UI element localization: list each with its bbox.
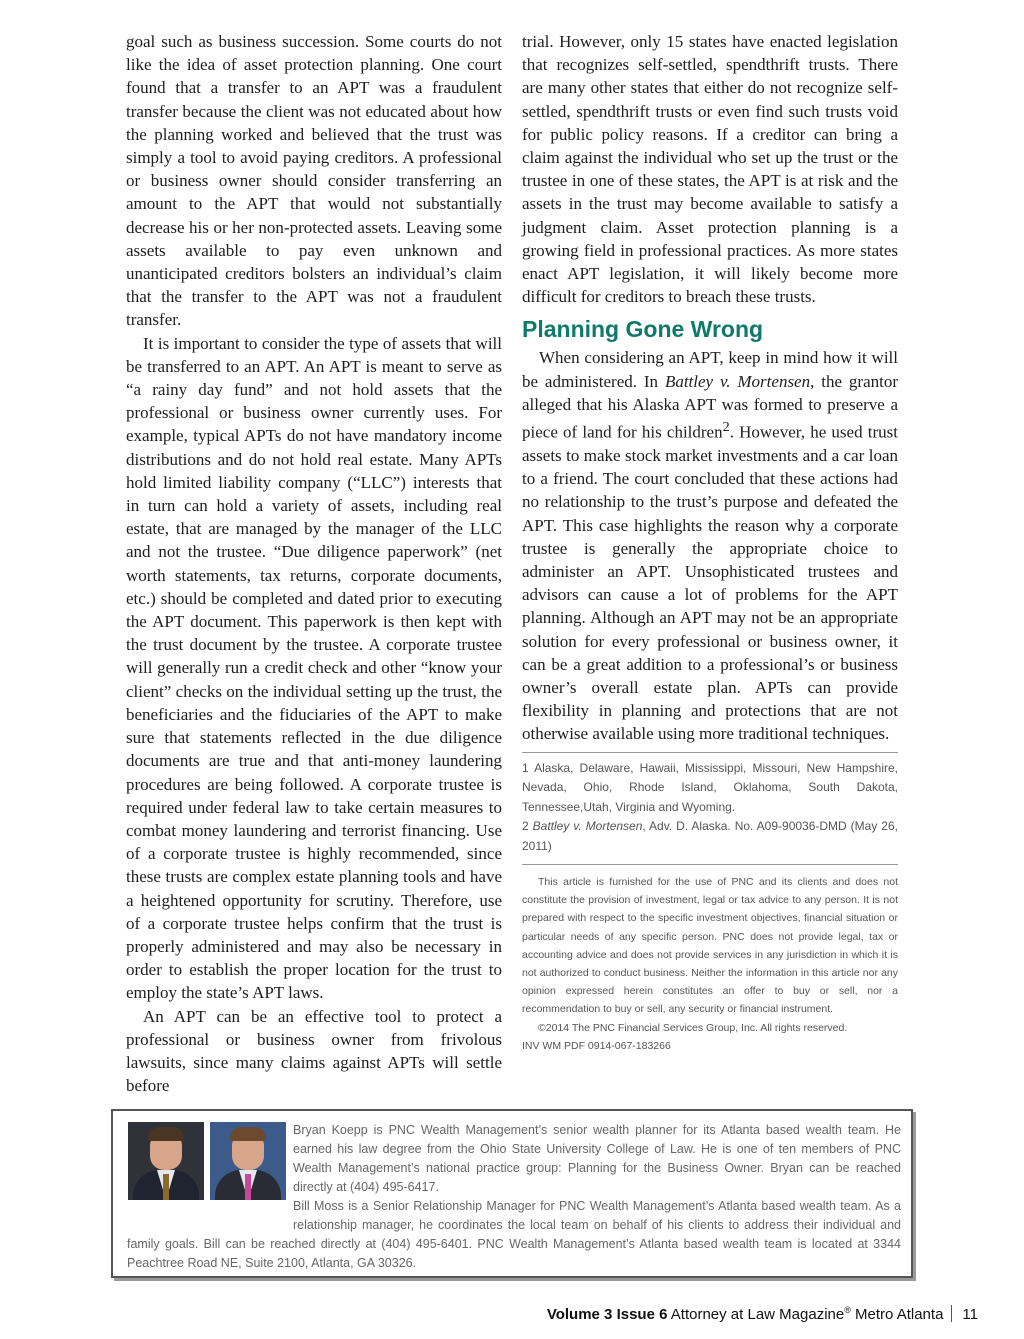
footnote-marker: 2 <box>722 419 730 436</box>
article-paragraph: goal such as business succession. Some courts do not like the idea of asset protection planning. One court found that a transfer to an APT was a fraudulent transfer because the client was not educated about how the planning worked and believed that the trust was simply a tool to avoid paying creditors. A professional or business owner should consider transferring an amount to the APT that would not substantially decrease his or her non-protected assets. Leaving some assets available to pay even unknown and unanticipated creditors bolsters an individual’s claim that the transfer to the APT was not a fraudulent transfer. <box>126 32 502 330</box>
author-bio-box <box>111 1109 913 1278</box>
footnote-2 <box>522 817 898 856</box>
article-paragraph: An APT can be an effective tool to protect a professional or business owner from frivolous lawsuits, since many claims against APTs will settle before <box>126 1006 502 1096</box>
article-paragraph <box>522 346 898 745</box>
page-number: 11 <box>962 1306 978 1323</box>
disclaimer-text: This article is furnished for the use of PNC and its clients and does not constitute the provision of investment, legal or tax advice to any person. It is not prepared with respect to the specific investment objectives, financial situation or particular needs of any specific person. PNC does not provide legal, tax or accounting advice and does not provide services in any jurisdiction in which it is not authorized to conduct business. Neither the information in this article nor any opinion expressed herein constitutes an offer to buy or sell, nor a recommendation to buy or sell, any security or financial instrument. <box>522 876 898 1016</box>
footer-divider <box>951 1305 952 1322</box>
footnotes <box>522 752 898 857</box>
copyright-notice: ©2014 The PNC Financial Services Group, Inc. All rights reserved. <box>538 1021 848 1034</box>
case-name: Battley v. Mortensen <box>664 371 811 391</box>
region-label: Metro Atlanta <box>850 1306 944 1323</box>
article-column-right <box>522 30 898 1055</box>
footnote-1: 1 Alaska, Delaware, Hawaii, Mississippi, Missouri, New Hampshire, Nevada, Ohio, Rhode Island, Oklahoma, South Dakota, Tennessee,Utah, Virginia and Wyoming. <box>522 760 898 814</box>
footnote-number: 2 <box>522 819 533 834</box>
article-column-left <box>126 30 502 1097</box>
document-code: INV WM PDF 0914-067-183266 <box>522 1039 671 1052</box>
case-name: Battley v. Mortensen <box>532 819 643 834</box>
author-photo-bryan-koepp <box>128 1122 204 1200</box>
author-photo-bill-moss <box>210 1122 286 1200</box>
text-run: . However, he used trust assets to make stock market investments and a car loan to a friend. The court concluded that these actions had no relationship to the trust’s purpose and defeated the APT. This case highlights the reason why a corporate trustee is generally the appropriate choice to administer an APT. Unsophisticated trustees and advisors can cause a lot of problems for the APT planning. Although an APT may not be an appropriate solution for every professional or business owner, it can be a great addition to a professional’s or business owner’s overall estate plan. APTs can provide flexibility in planning and protections that are not otherwise available using more traditional techniques. <box>522 422 898 744</box>
magazine-title: Attorney at Law Magazine <box>667 1306 845 1323</box>
text-run: When considering an APT, keep in mind how it will be administered. In <box>522 348 898 391</box>
article-paragraph: trial. However, only 15 states have enacted legislation that recognizes self-settled, spendthrift trusts. There are many other states that either do not recognize self-settled, spendthrift trusts or even find such trusts void for public policy reasons. If a creditor can bring a claim against the individual who set up the trust or the trustee in one of these states, the APT is at risk and the assets in the trust may become available to satisfy a judgment claim. Asset protection planning is a growing field in professional practices. As more states enact APT legislation, it will likely become more difficult for creditors to breach these trusts. <box>522 32 898 307</box>
bio-bryan-koepp: Bryan Koepp is PNC Wealth Management’s senior wealth planner for its Atlanta based wealth team. He earned his law degree from the Ohio State University College of Law. He is one of ten members of PNC Wealth Management’s national practice group: Planning for the Business Owner. Bryan can be reached directly at (404) 495-6417. <box>293 1123 901 1194</box>
disclaimer <box>522 864 898 1055</box>
bio-bill-moss: Bill Moss is a Senior Relationship Manager for PNC Wealth Management’s Atlanta based wealth team. As a relationship manager, he coordinates the local team on behalf of his clients to address their individual and family goals. Bill can be reached directly at (404) 495-6401. PNC Wealth Management’s Atlanta based wealth team is located at 3344 Peachtree Road NE, Suite 2100, Atlanta, GA 30326. <box>127 1199 901 1270</box>
text-run: , the grantor alleged that his Alaska APT was formed to preserve a piece of land for his children <box>522 371 898 442</box>
text-run: , Adv. D. Alaska. No. A09-90036-DMD (May 26, 2011) <box>522 819 898 853</box>
article-paragraph: It is important to consider the type of assets that will be transferred to an APT. An APT is meant to serve as “a rainy day fund” and not hold assets that the professional or business owner currently uses. For example, typical APTs do not have mandatory income distributions and do not hold real estate. Many APTs hold limited liability company (“LLC”) interests that in turn can hold a variety of assets, including real estate, that are managed by the manager of the LLC and not the trustee. “Due diligence paperwork” (net worth statements, tax returns, corporate documents, etc.) should be completed and dated prior to executing the APT document. This paperwork is then kept with the trust document by the trustee. A corporate trustee will generally run a credit check and other “know your client” checks on the individual setting up the trust, the beneficiaries and the fiduciaries of the APT to make sure that statements reflected in the due diligence documents are true and that anti-money laundering procedures are being followed. A corporate trustee is required under federal law to take certain measures to combat money laundering and terrorist financing. Use of a corporate trustee is highly recommended, since these trusts are complex estate planning tools and have a heightened opportunity for scrutiny. Therefore, use of a corporate trustee helps confirm that the trust is properly administered and may also be necessary in order to establish the proper location for the trust to employ the state’s APT laws. <box>126 333 502 1003</box>
issue-label: Volume 3 Issue 6 <box>546 1306 668 1323</box>
registered-mark: ® <box>844 1305 851 1315</box>
section-heading: Planning Gone Wrong <box>522 316 764 343</box>
page-footer <box>547 1305 978 1323</box>
